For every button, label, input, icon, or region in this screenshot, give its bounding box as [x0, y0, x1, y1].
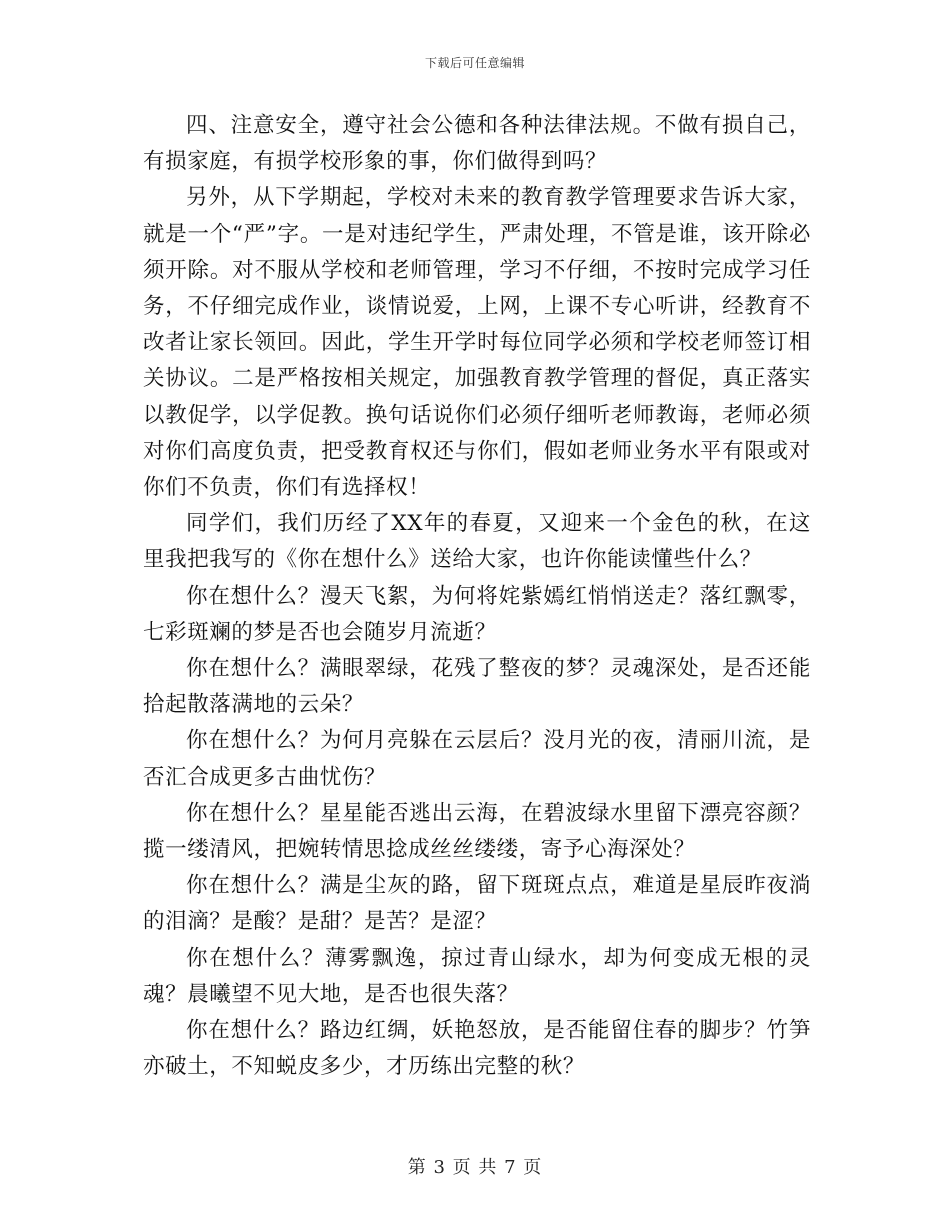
paragraph-safety: 四、注意安全，遵守社会公德和各种法律法规。不做有损自己，有损家庭，有损学校形象的事，你们做得到吗？: [143, 113, 811, 175]
paragraph-poem-stanza: 你在想什么？路边红绸，妖艳怒放，是否能留住春的脚步？竹笋亦破土，不知蜕皮多少，才历练出完整的秋？: [143, 1018, 811, 1080]
paragraph-poem-intro: 同学们，我们历经了XX年的春夏，又迎来一个金色的秋，在这里我把我写的《你在想什么》送给大家，也许你能读懂些什么？: [143, 511, 811, 573]
paragraph-poem-stanza: 你在想什么？漫天飞絮，为何将姹紫嫣红悄悄送走？落红飘零，七彩斑斓的梦是否也会随岁月流逝？: [143, 583, 811, 645]
paragraph-poem-stanza: 你在想什么？满眼翠绿，花残了整夜的梦？灵魂深处，是否还能拾起散落满地的云朵？: [143, 656, 811, 718]
paragraph-poem-stanza: 你在想什么？为何月亮躲在云层后？没月光的夜，清丽川流，是否汇合成更多古曲忧伤？: [143, 728, 811, 790]
page-header-note: 下载后可任意编辑: [424, 56, 525, 70]
paragraph-poem-stanza: 你在想什么？满是尘灰的路，留下斑斑点点，难道是星辰昨夜淌的泪滴？是酸？是甜？是苦？是涩？: [143, 873, 811, 935]
page-number-footer: 第 3 页 共 7 页: [407, 1157, 543, 1178]
document-body: [143, 108, 811, 1085]
paragraph-management: 另外，从下学期起，学校对未来的教育教学管理要求告诉大家，就是一个“严”字。一是对违纪学生，严肃处理，不管是谁，该开除必须开除。对不服从学校和老师管理，学习不仔细，不按时完成学习任务，不仔细完成作业，谈情说爱，上网，上课不专心听讲，经教育不改者让家长领回。因此，学生开学时每位同学必须和学校老师签订相关协议。二是严格按相关规定，加强教育教学管理的督促，真正落实以教促学，以学促教。换句话说你们必须仔细听老师教诲，老师必须对你们高度负责，把受教育权还与你们，假如老师业务水平有限或对你们不负责，你们有选择权！: [143, 185, 811, 501]
paragraph-poem-stanza: 你在想什么？薄雾飘逸，掠过青山绿水，却为何变成无根的灵魂？晨曦望不见大地，是否也很失落？: [143, 945, 811, 1007]
paragraph-poem-stanza: 你在想什么？星星能否逃出云海，在碧波绿水里留下漂亮容颜？揽一缕清风，把婉转情思捻成丝丝缕缕，寄予心海深处？: [143, 800, 811, 863]
